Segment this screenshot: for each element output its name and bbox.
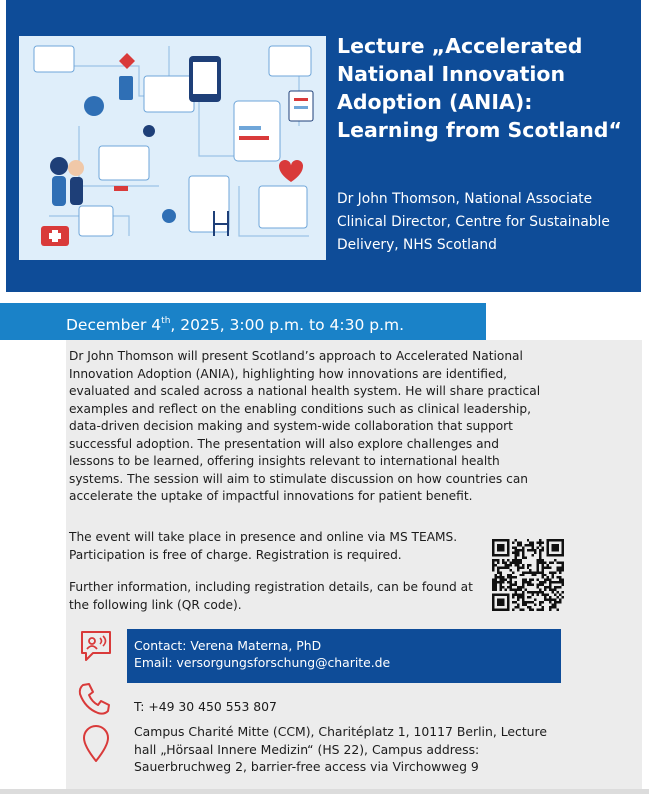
contact-box	[127, 629, 561, 683]
qr-code[interactable]	[492, 539, 564, 611]
lecture-title: Lecture „Accelerated National Innovation Adoption (ANIA): Learning from Scotland“	[337, 34, 622, 142]
campus-address: Campus Charité Mitte (CCM), Charitéplatz 1, 10117 Berlin, Lecture hall „Hörsaal Innere Medizin“ (HS 22), Campus address: Sauerbruchweg 2, barrier-free access via Virchowweg 9	[134, 724, 547, 774]
date-time: , 2025, 3:00 p.m. to 4:30 p.m.	[170, 316, 405, 334]
speech-bubble-icon	[79, 629, 113, 663]
date-ordinal: th	[161, 316, 171, 326]
location-pin-icon	[81, 724, 111, 764]
event-date-bar	[0, 303, 486, 340]
healthcare-illustration	[19, 36, 326, 260]
date-prefix: December 4	[66, 316, 162, 334]
phone-number: T: +49 30 450 553 807	[134, 699, 277, 714]
further-info-paragraph: Further information, including registration details, can be found at the following link (QR code).	[69, 580, 473, 612]
description-paragraph: Dr John Thomson will present Scotland’s approach to Accelerated National Innovation Adoption (ANIA), highlighting how innovations are identified, evaluated and scaled across a national health system. He will share practical examples and reflect on the enabling conditions such as clinical leadership, data-driven decision making and system-wide collaboration that support successful adoption. The presentation will also explore challenges and lessons to be learned, offering insights relevant to international health systems. The session will aim to stimulate discussion on how countries can accelerate the uptake of impactful innovations for patient benefit.	[69, 349, 541, 503]
speaker-info: Dr John Thomson, National Associate Clinical Director, Centre for Sustainable Delivery, NHS Scotland	[337, 191, 610, 253]
contact-email[interactable]: Email: versorgungsforschung@charite.de	[134, 655, 391, 670]
bottom-divider	[0, 789, 649, 794]
contact-name: Contact: Verena Materna, PhD	[134, 638, 322, 653]
participation-paragraph: The event will take place in presence and online via MS TEAMS. Participation is free of charge. Registration is required.	[69, 530, 458, 562]
phone-icon	[76, 681, 112, 717]
